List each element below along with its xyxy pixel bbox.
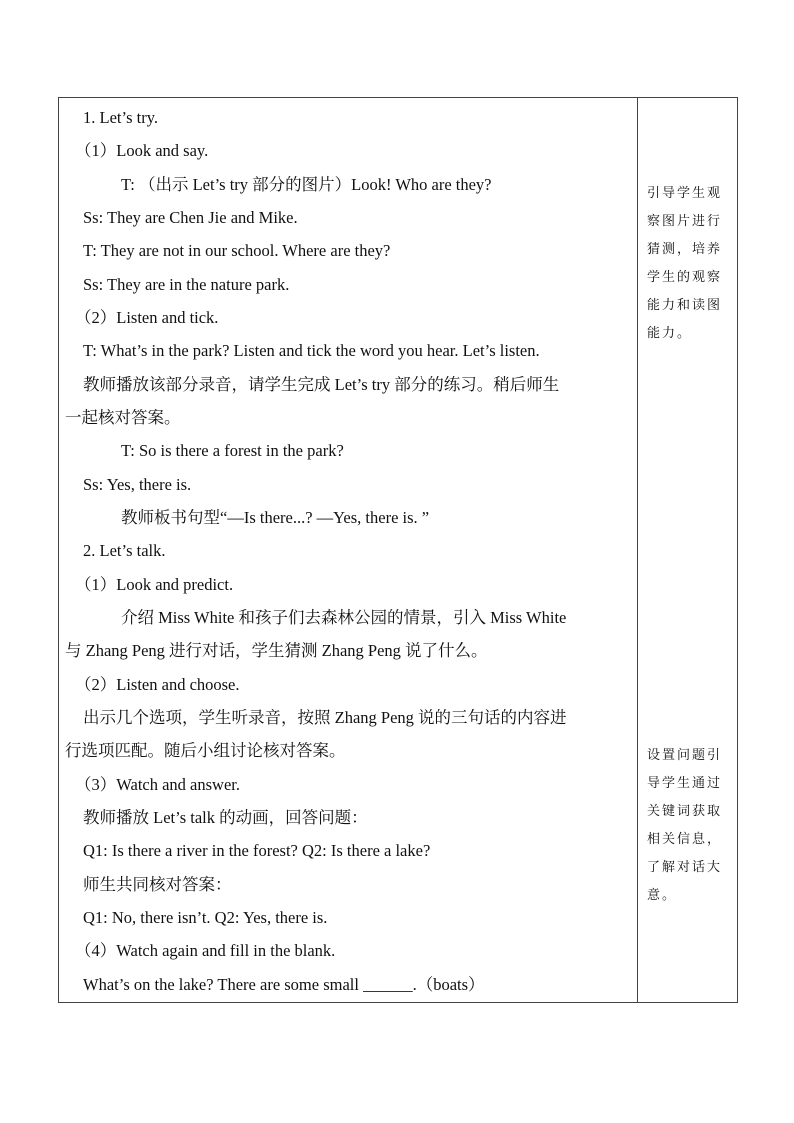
text-line: 教师播放该部分录音，请学生完成 Let’s try 部分的练习。稍后师生 bbox=[83, 375, 560, 394]
text-line: Q1: No, there isn’t. Q2: Yes, there is. bbox=[83, 908, 328, 927]
text-line: 介绍 Miss White 和孩子们去森林公园的情景，引入 Miss White bbox=[121, 608, 567, 627]
text-line: 2. Let’s talk. bbox=[83, 541, 166, 560]
text-line: Q1: Is there a river in the forest? Q2: Is there a lake? bbox=[83, 841, 431, 860]
text-line: 与 Zhang Peng 进行对话，学生猜测 Zhang Peng 说了什么。 bbox=[65, 641, 488, 660]
text-line: What’s on the lake? There are some small ______.（boats） bbox=[83, 975, 485, 994]
text-line: T: （出示 Let’s try 部分的图片）Look! Who are they? bbox=[121, 175, 492, 194]
text-line: （2）Listen and tick. bbox=[75, 308, 219, 327]
text-line: （4）Watch again and fill in the blank. bbox=[75, 941, 336, 960]
lesson-table bbox=[58, 97, 738, 1003]
text-line: 教师板书句型“—Is there...? —Yes, there is. ” bbox=[121, 508, 430, 527]
column-divider bbox=[637, 98, 638, 1002]
text-line: 1. Let’s try. bbox=[83, 108, 158, 127]
text-line: 师生共同核对答案： bbox=[83, 875, 232, 894]
text-line: （2）Listen and choose. bbox=[75, 675, 240, 694]
text-line: 出示几个选项，学生听录音，按照 Zhang Peng 说的三句话的内容进 bbox=[83, 708, 567, 727]
text-line: Ss: They are in the nature park. bbox=[83, 275, 290, 294]
teaching-procedure-column bbox=[59, 98, 637, 1002]
text-line: 行选项匹配。随后小组讨论核对答案。 bbox=[65, 741, 346, 760]
text-line: 一起核对答案。 bbox=[65, 408, 181, 427]
design-intent-note-2: 设置问题引 导学生通过 关键词获取 相关信息， 了解对话大 意。 bbox=[647, 748, 723, 903]
text-line: T: So is there a forest in the park? bbox=[121, 441, 344, 460]
text-line: （3）Watch and answer. bbox=[75, 775, 240, 794]
text-line: （1）Look and say. bbox=[75, 141, 209, 160]
text-line: T: They are not in our school. Where are they? bbox=[83, 241, 391, 260]
design-intent-note-1: 引导学生观 察图片进行 猜测，培养 学生的观察 能力和读图 能力。 bbox=[647, 186, 723, 341]
text-line: Ss: They are Chen Jie and Mike. bbox=[83, 208, 298, 227]
text-line: T: What’s in the park? Listen and tick the word you hear. Let’s listen. bbox=[83, 341, 540, 360]
text-line: （1）Look and predict. bbox=[75, 575, 234, 594]
text-line: 教师播放 Let’s talk 的动画，回答问题： bbox=[83, 808, 368, 827]
text-line: Ss: Yes, there is. bbox=[83, 475, 192, 494]
